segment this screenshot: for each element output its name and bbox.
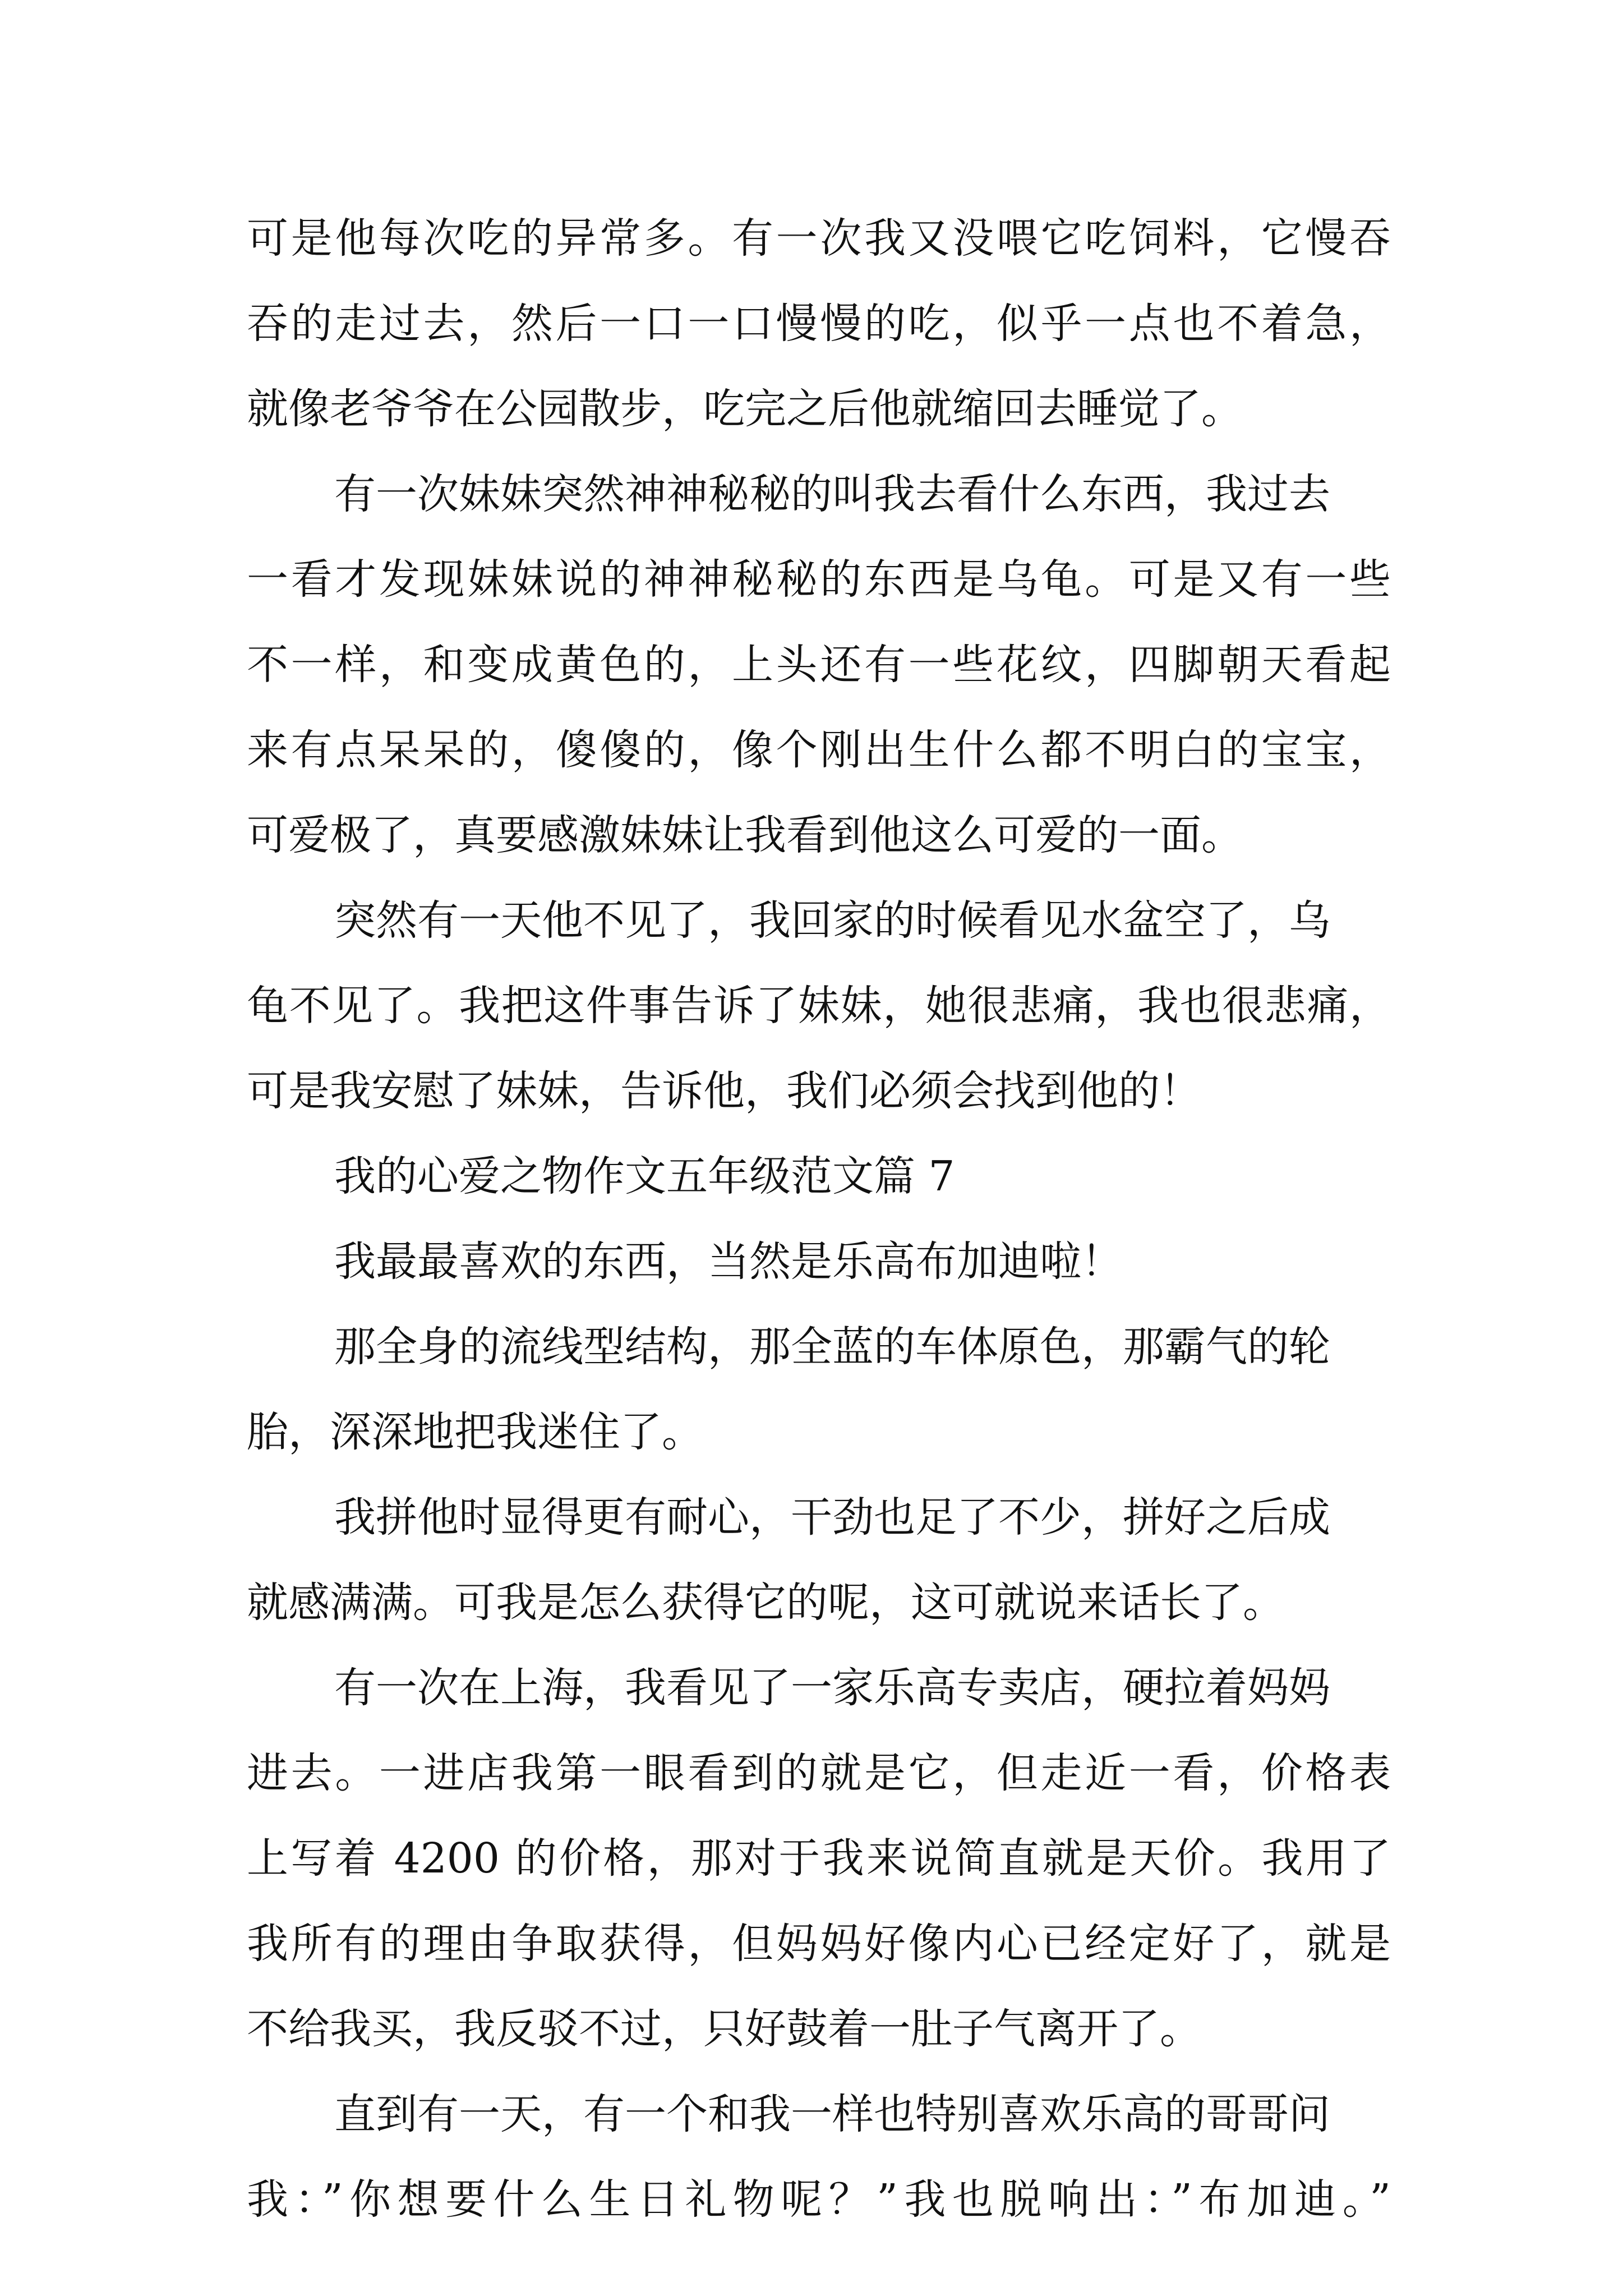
- text-line: 一看才发现妹妹说的神神秘秘的东西是乌龟。可是又有一些: [247, 555, 1391, 604]
- text-line: 可是他每次吃的异常多。有一次我又没喂它吃饲料，它慢吞: [247, 214, 1391, 263]
- text-line: 直到有一天，有一个和我一样也特别喜欢乐高的哥哥问: [334, 2090, 1330, 2138]
- text-line: 就感满满。可我是怎么获得它的呢，这可就说来话长了。: [247, 1579, 1284, 1627]
- text-line: 突然有一天他不见了，我回家的时候看见水盆空了，乌: [334, 896, 1330, 945]
- text-line: 我最最喜欢的东西，当然是乐高布加迪啦！: [334, 1237, 1123, 1286]
- section-heading: 我的心爱之物作文五年级范文篇 7: [334, 1152, 955, 1200]
- text-line: 我所有的理由争取获得，但妈妈好像内心已经定好了，就是: [247, 1920, 1391, 1968]
- text-line: 胎，深深地把我迷住了。: [247, 1408, 703, 1456]
- text-line: 来有点呆呆的，傻傻的，像个刚出生什么都不明白的宝宝，: [247, 726, 1391, 774]
- text-line: 上写着 4200 的价格，那对于我来说简直就是天价。我用了: [247, 1834, 1391, 1883]
- text-line: 那全身的流线型结构，那全蓝的车体原色，那霸气的轮: [334, 1323, 1330, 1371]
- text-line: 有一次妹妹突然神神秘秘的叫我去看什么东西，我过去: [334, 470, 1330, 518]
- text-line: 可是我安慰了妹妹，告诉他，我们必须会找到他的！: [247, 1067, 1201, 1115]
- text-line: 不给我买，我反驳不过，只好鼓着一肚子气离开了。: [247, 2005, 1201, 2053]
- text-line: 我拼他时显得更有耐心，干劲也足了不少，拼好之后成: [334, 1493, 1330, 1542]
- text-line: 吞的走过去，然后一口一口慢慢的吃，似乎一点也不着急，: [247, 300, 1391, 348]
- text-line: 进去。一进店我第一眼看到的就是它，但走近一看，价格表: [247, 1749, 1391, 1797]
- text-line: 有一次在上海，我看见了一家乐高专卖店，硬拉着妈妈: [334, 1664, 1330, 1712]
- text-line: 龟不见了。我把这件事告诉了妹妹，她很悲痛，我也很悲痛，: [247, 982, 1391, 1030]
- text-line: 可爱极了，真要感激妹妹让我看到他这么可爱的一面。: [247, 811, 1243, 859]
- text-line: 我：”你想要什么生日礼物呢？”我也脱响出：”布加迪。”: [247, 2175, 1391, 2224]
- text-line: 就像老爷爷在公园散步，吃完之后他就缩回去睡觉了。: [247, 385, 1243, 433]
- text-line: 不一样，和变成黄色的，上头还有一些花纹，四脚朝天看起: [247, 641, 1391, 689]
